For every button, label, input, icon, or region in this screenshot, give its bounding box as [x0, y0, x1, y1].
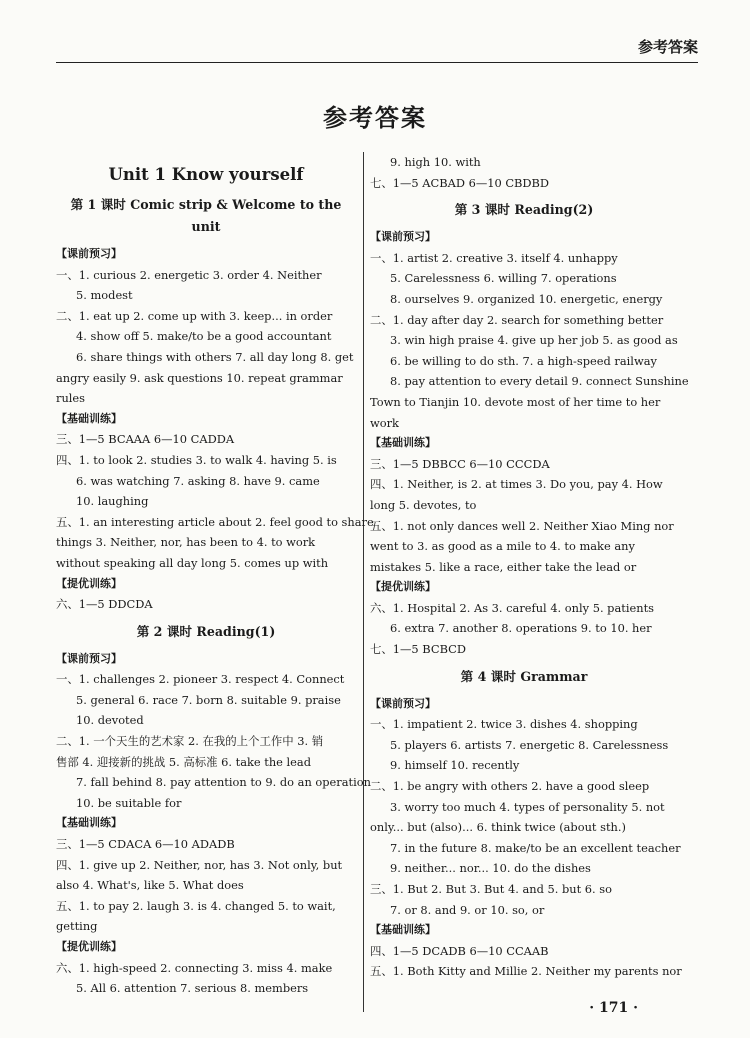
- section-label: 【提优训练】: [56, 576, 122, 590]
- answer-line: 4. show off 5. make/to be a good accountant: [76, 329, 332, 344]
- answer-line: 四、1. to look 2. studies 3. to walk 4. having 5. is: [56, 452, 337, 467]
- section-label: 【基础训练】: [370, 923, 436, 937]
- answer-line: 售部 4. 迎接新的挑战 5. 高标准 6. take the lead: [56, 754, 311, 769]
- answer-line: 六、1—5 DDCDA: [56, 597, 153, 612]
- answer-line: 9. neither... nor... 10. do the dishes: [390, 861, 591, 876]
- answer-line: 二、1. be angry with others 2. have a good sleep: [370, 779, 650, 794]
- section-label: 【基础训练】: [56, 411, 122, 425]
- lesson-heading: 第 3 课时 Reading(2): [454, 202, 594, 218]
- section-label: 【基础训练】: [56, 816, 122, 830]
- answer-line: 二、1. eat up 2. come up with 3. keep... in order: [56, 308, 333, 323]
- answer-line: long 5. devotes, to: [370, 497, 477, 512]
- answer-line: without speaking all day long 5. comes up with: [56, 555, 329, 570]
- running-header: 参考答案: [637, 38, 698, 56]
- section-label: 【课前预习】: [370, 230, 436, 244]
- section-label: 【课前预习】: [56, 247, 122, 260]
- section-label: 【提优训练】: [56, 940, 122, 953]
- lesson-heading: 第 4 课时 Grammar: [460, 668, 588, 684]
- answer-line: 10. laughing: [76, 494, 149, 509]
- answer-line: 5. Carelessness 6. willing 7. operations: [390, 271, 617, 286]
- answer-line: 三、1. But 2. But 3. But 4. and 5. but 6. so: [370, 882, 612, 896]
- answer-line: 二、1. day after day 2. search for something better: [370, 312, 664, 327]
- answer-line: rules: [56, 391, 86, 406]
- answer-line: 5. players 6. artists 7. energetic 8. Carelessness: [390, 737, 669, 752]
- answer-line: 六、1. high-speed 2. connecting 3. miss 4. make: [56, 960, 333, 975]
- column-divider: [363, 152, 364, 1012]
- answer-line: 三、1—5 DBBCC 6—10 CCCDA: [370, 456, 550, 471]
- answer-line: 8. pay attention to every detail 9. connect Sunshine: [390, 374, 689, 389]
- answer-line: 5. general 6. race 7. born 8. suitable 9. praise: [76, 692, 341, 707]
- answer-line: 四、1—5 DCADB 6—10 CCAAB: [370, 943, 549, 958]
- answer-line: 一、1. curious 2. energetic 3. order 4. Neither: [56, 267, 322, 282]
- answer-line: 10. be suitable for: [76, 795, 182, 810]
- section-label: 【课前预习】: [56, 651, 122, 665]
- answer-line: 7. fall behind 8. pay attention to 9. do an operation: [76, 775, 371, 790]
- answer-line: 7. in the future 8. make/to be an excellent teacher: [390, 840, 681, 855]
- lesson-heading: 第 1 课时 Comic strip & Welcome to the unit: [70, 197, 342, 234]
- answer-line: 9. high 10. with: [390, 155, 481, 169]
- answer-line: 五、1. to pay 2. laugh 3. is 4. changed 5. to wait,: [56, 898, 336, 913]
- answer-line: 8. ourselves 9. organized 10. energetic, energy: [390, 291, 663, 306]
- answer-line: 一、1. impatient 2. twice 3. dishes 4. shopping: [370, 717, 638, 732]
- section-label: 【基础训练】: [370, 436, 436, 450]
- left-column: [56, 160, 374, 999]
- answer-line: mistakes 5. like a race, either take the lead or: [370, 559, 637, 574]
- answer-line: 3. win high praise 4. give up her job 5. as good as: [390, 333, 678, 348]
- right-column: [370, 152, 689, 982]
- answer-line: 五、1. an interesting article about 2. feel good to share: [56, 514, 374, 529]
- answer-line: 6. extra 7. another 8. operations 9. to 10. her: [390, 621, 652, 636]
- section-label: 【提优训练】: [370, 580, 436, 594]
- answer-line: 7. or 8. and 9. or 10. so, or: [390, 902, 545, 917]
- answer-line: 四、1. Neither, is 2. at times 3. Do you, pay 4. How: [370, 477, 663, 492]
- answer-line: work: [370, 415, 399, 430]
- answer-line: 七、1—5 BCBCD: [370, 642, 467, 657]
- answer-line: 五、1. Both Kitty and Millie 2. Neither my parents nor: [370, 964, 682, 979]
- page-number: · 171 ·: [589, 1000, 638, 1016]
- answer-line: 二、1. 一个天生的艺术家 2. 在我的上个工作中 3. 销: [56, 734, 324, 749]
- answer-line: 10. devoted: [76, 713, 144, 728]
- answer-line: things 3. Neither, nor, has been to 4. to work: [56, 535, 316, 550]
- answer-line: Town to Tianjin 10. devote most of her time to her: [370, 394, 661, 409]
- answer-line: 9. himself 10. recently: [390, 758, 520, 773]
- lesson-heading: 第 2 课时 Reading(1): [136, 623, 276, 639]
- answer-line: 6. was watching 7. asking 8. have 9. came: [76, 473, 320, 488]
- answer-line: also 4. What's, like 5. What does: [56, 878, 244, 893]
- answer-line: getting: [56, 919, 98, 934]
- answer-line: 5. All 6. attention 7. serious 8. members: [76, 981, 309, 996]
- page-title: 参考答案: [323, 104, 427, 132]
- answer-line: 六、1. Hospital 2. As 3. careful 4. only 5. patients: [370, 600, 654, 615]
- header-rule: [56, 62, 698, 63]
- answer-line: went to 3. as good as a mile to 4. to make any: [370, 539, 635, 554]
- answer-line: only... but (also)... 6. think twice (about sth.): [370, 820, 626, 835]
- answer-line: 3. worry too much 4. types of personality 5. not: [390, 799, 665, 814]
- answer-line: 三、1—5 CDACA 6—10 ADADB: [56, 837, 235, 852]
- answer-line: 一、1. artist 2. creative 3. itself 4. unhappy: [370, 250, 618, 265]
- answer-line: angry easily 9. ask questions 10. repeat grammar: [56, 370, 343, 385]
- answer-line: 一、1. challenges 2. pioneer 3. respect 4. Connect: [56, 672, 345, 687]
- answer-line: 6. be willing to do sth. 7. a high-speed railway: [390, 353, 657, 368]
- section-label: 【课前预习】: [370, 696, 436, 710]
- unit-title: Unit 1 Know yourself: [108, 165, 304, 184]
- answer-line: 5. modest: [76, 288, 133, 303]
- answer-line: 三、1—5 BCAAA 6—10 CADDA: [56, 432, 235, 447]
- answer-line: 四、1. give up 2. Neither, nor, has 3. Not only, but: [56, 857, 343, 872]
- answer-line: 七、1—5 ACBAD 6—10 CBDBD: [370, 175, 550, 190]
- answer-line: 五、1. not only dances well 2. Neither Xiao Ming nor: [370, 518, 674, 533]
- answer-line: 6. share things with others 7. all day long 8. get: [76, 349, 354, 364]
